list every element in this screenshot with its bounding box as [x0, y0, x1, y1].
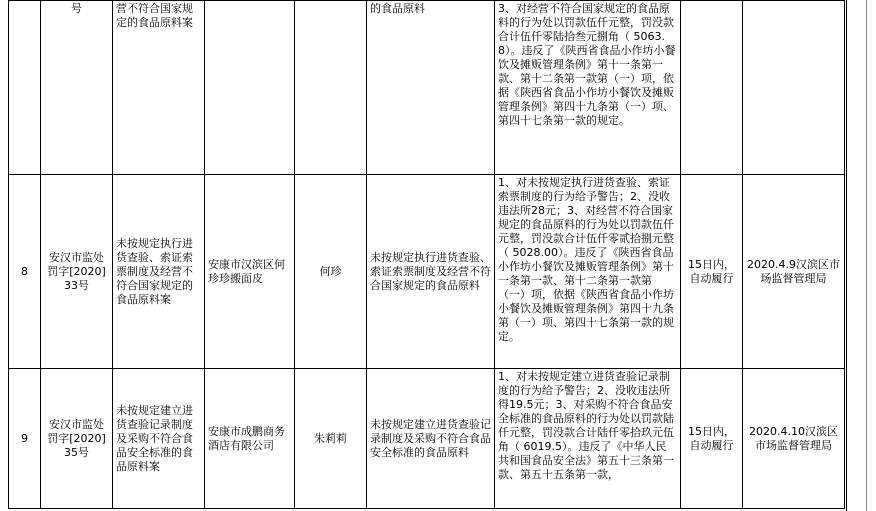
deadline-cell: 15日内，自动履行	[681, 175, 743, 369]
seq-cell: 9	[9, 369, 41, 509]
entity-cell: 安康市汉滨区何珍珍搬面皮	[205, 175, 295, 369]
seq-cell: 8	[9, 175, 41, 369]
page-margin-line	[866, 0, 867, 511]
agency-cell: 2020.4.10汉滨区市场监督管理局	[743, 369, 845, 509]
person-cell: 朱莉莉	[295, 369, 367, 509]
deadline-cell	[681, 1, 743, 175]
entity-cell: 安康市成鹏商务酒店有限公司	[205, 369, 295, 509]
person-cell: 何珍	[295, 175, 367, 369]
page-border-line	[846, 0, 847, 511]
deadline-cell: 15日内，自动履行	[681, 369, 743, 509]
doc-cell: 号	[41, 1, 113, 175]
table-row	[9, 1, 845, 175]
penalty-cell: 1、对未按规定建立进货查验记录制度的行为给予警告；2、没收违法所得19.5元；3、对采购不符合食品安全标准的食品原料的行为处以罚款陆仟元整，罚没款合计陆仟零拾玖元伍角（ 6019.5）。违反了《中华人民共和国食品安全法》第五十三条第一款、第五十五条第一款，	[495, 369, 681, 509]
fact-cell: 未按规定建立进货查验记录制度及采购不符合食品安全标准的食品原料	[367, 369, 495, 509]
doc-cell: 安汉市监处罚字[2020]35号	[41, 369, 113, 509]
penalty-cell: 1、对未按规定执行进货查验、索证索票制度的行为给予警告；2、没收违法所28元；3、对经营不符合国家规定的食品原料的行为处以罚款伍仟元整，罚没款合计伍仟零贰拾捌元整（ 5028.00）。违反了《陕西省食品小作坊小餐饮及摊贩管理条例》第十一条第一款、第十二条第一款第（一）项，依据《陕西省食品小作坊小餐饮及摊贩管理条例》第四十九条第（一）项、第四十七条第一款的规定。	[495, 175, 681, 369]
fact-cell: 的食品原料	[367, 1, 495, 175]
entity-cell	[205, 1, 295, 175]
penalty-table	[8, 0, 845, 509]
agency-cell	[743, 1, 845, 175]
agency-cell: 2020.4.9汉滨区市场监督管理局	[743, 175, 845, 369]
table-row	[9, 175, 845, 369]
case-cell: 未按规定执行进货查验、索证索票制度及经营不符合国家规定的食品原料案	[113, 175, 205, 369]
seq-cell	[9, 1, 41, 175]
case-cell: 未按规定建立进货查验记录制度及采购不符合食品安全标准的食品原料案	[113, 369, 205, 509]
doc-cell: 安汉市监处罚字[2020]33号	[41, 175, 113, 369]
fact-cell: 未按规定执行进货查验、索证索票制度及经营不符合国家规定的食品原料	[367, 175, 495, 369]
table-row	[9, 369, 845, 509]
case-cell: 营不符合国家规定的食品原料案	[113, 1, 205, 175]
person-cell	[295, 1, 367, 175]
penalty-cell: 3、对经营不符合国家规定的食品原料的行为处以罚款伍仟元整，罚没款合计伍仟零陆拾叁元捌角（ 5063.8）。违反了《陕西省食品小作坊小餐饮及摊贩管理条例》第十一条第一款、第十二条第一款第（一）项，依据《陕西省食品小作坊小餐饮及摊贩管理条例》第四十九条第（一）项、第四十七条第一款的规定。	[495, 1, 681, 175]
